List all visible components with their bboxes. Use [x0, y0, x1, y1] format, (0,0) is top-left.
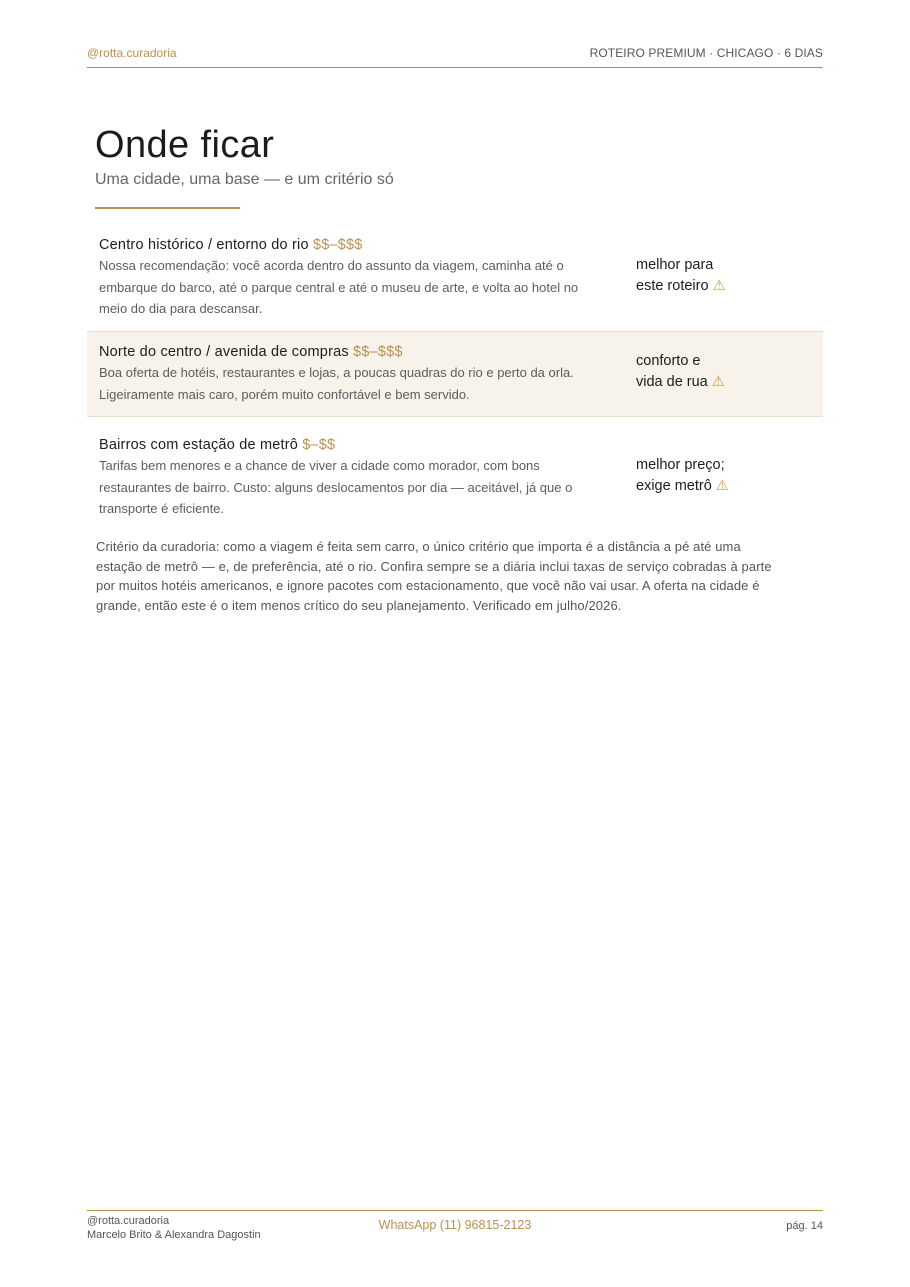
- option-main: [87, 235, 624, 331]
- page-header: [87, 46, 823, 68]
- tag-line-with-icon: [636, 276, 726, 297]
- option-tag: [624, 235, 726, 331]
- description-line: Nossa recomendação: você acorda dentro do assunto da viagem, caminha até o: [99, 258, 564, 273]
- note-line: Critério da curadoria: como a viagem é feita sem carro, o único critério que importa é a distância a pé até uma: [96, 539, 741, 554]
- page-footer: [87, 1210, 823, 1251]
- option-centro-historico: [87, 225, 823, 332]
- title-block: [95, 120, 394, 190]
- tag-line-with-icon: [636, 476, 729, 497]
- footer-authors: Marcelo Brito & Alexandra Dagostin: [87, 1229, 261, 1241]
- header-brand: @rotta.curadoria: [87, 46, 177, 60]
- description-line: Boa oferta de hotéis, restaurantes e lojas, a poucas quadras do rio e perto da orla.: [99, 365, 574, 380]
- page-number: pág. 14: [786, 1220, 823, 1232]
- accommodation-options: [87, 225, 823, 522]
- option-description: [99, 362, 624, 405]
- page-subtitle: Uma cidade, uma base — e um critério só: [95, 171, 394, 188]
- option-main: [87, 342, 624, 416]
- option-description: [99, 255, 624, 320]
- option-name: Centro histórico / entorno do rio: [99, 237, 309, 253]
- warning-icon: ⚠: [712, 278, 726, 294]
- description-line: Tarifas bem menores e a chance de viver a cidade como morador, com bons: [99, 458, 540, 473]
- option-price: $$–$$$: [353, 344, 403, 360]
- description-line: embarque do barco, até o parque central e até o museu de arte, e volta ao hotel no: [99, 279, 579, 295]
- footer-whatsapp: WhatsApp (11) 96815-2123: [378, 1218, 532, 1232]
- option-price: $$–$$$: [312, 237, 363, 253]
- header-doc-title: ROTEIRO PREMIUM · CHICAGO · 6 DIAS: [589, 46, 823, 60]
- warning-icon: ⚠: [715, 478, 729, 494]
- tag-line: exige metrô: [636, 478, 712, 494]
- description-line: Ligeiramente mais caro, porém muito confortável e bem servido.: [99, 386, 470, 402]
- footer-handle: @rotta.curadoria: [87, 1215, 170, 1227]
- note-line: por muitos hotéis americanos, e ignore pacotes com estacionamento, que você não vai usar. A oferta na cidade é: [96, 578, 760, 593]
- tag-line: vida de rua: [636, 374, 708, 390]
- option-tag: [624, 435, 729, 522]
- option-norte-do-centro: [87, 332, 823, 417]
- tag-line: melhor para: [636, 257, 714, 273]
- tag-line: este roteiro: [636, 278, 709, 294]
- note-line: grande, então este é o item menos crítico do seu planejamento. Verificado em julho/2026.: [96, 597, 622, 613]
- option-name: Bairros com estação de metrô: [99, 437, 299, 453]
- tag-line: melhor preço;: [636, 457, 725, 473]
- description-line: meio do dia para descansar.: [99, 301, 263, 316]
- title-underline: [95, 207, 240, 209]
- option-description: [99, 455, 624, 520]
- option-tag: [624, 342, 725, 416]
- description-line: restaurantes de bairro. Custo: alguns deslocamentos por dia — aceitável, já que o: [99, 479, 573, 495]
- tag-line: conforto e: [636, 353, 701, 369]
- option-title: [99, 435, 624, 455]
- option-title: [99, 235, 624, 255]
- description-line: transporte é eficiente.: [99, 501, 225, 516]
- curator-note: [96, 537, 812, 615]
- option-bairros-metro: [87, 417, 823, 522]
- option-price: $–$$: [302, 437, 336, 453]
- note-line: estação de metrô — e, de preferência, até o rio. Confira sempre se a diária inclui taxas de serviço cobradas à parte: [96, 558, 772, 574]
- option-title: [99, 342, 624, 362]
- option-main: [87, 435, 624, 522]
- option-name: Norte do centro / avenida de compras: [99, 344, 349, 360]
- page-title: Onde ficar: [95, 124, 275, 166]
- tag-line-with-icon: [636, 372, 725, 393]
- warning-icon: ⚠: [711, 374, 725, 390]
